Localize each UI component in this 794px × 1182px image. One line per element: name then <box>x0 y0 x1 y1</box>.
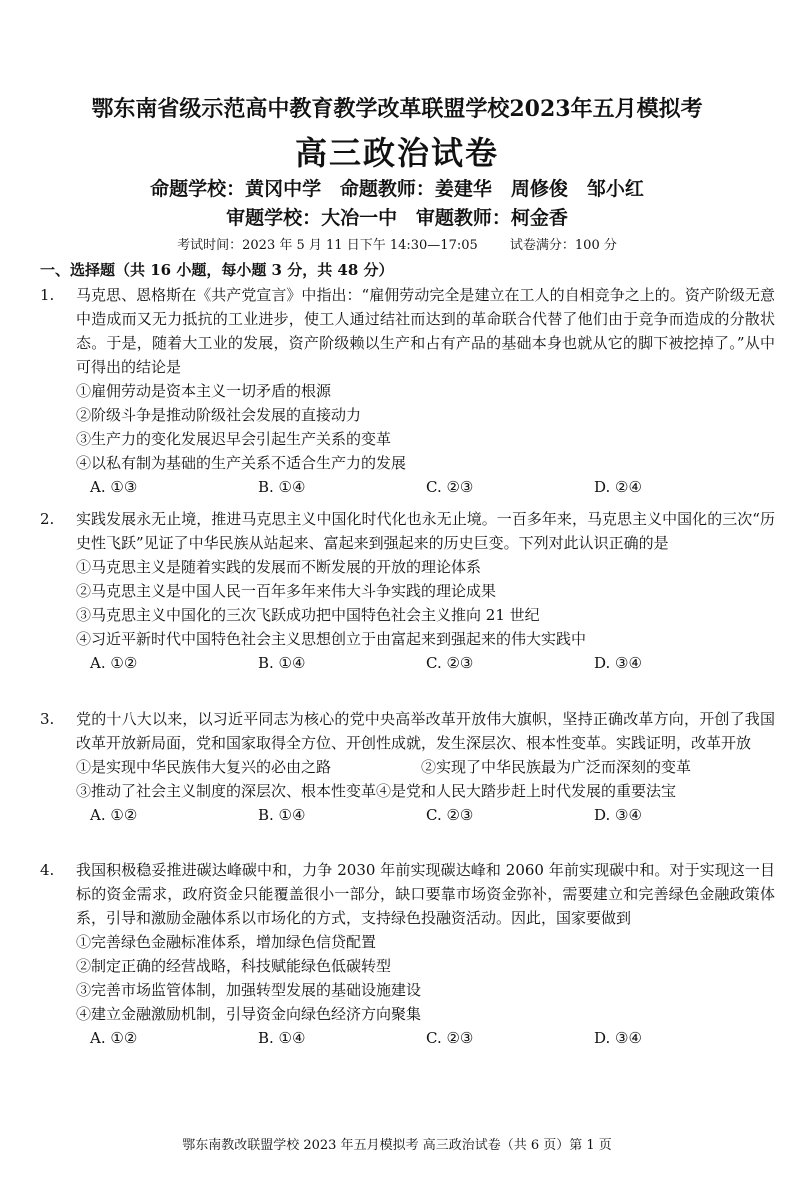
option-b: B. ①④ <box>258 806 306 824</box>
reviewer-line <box>0 203 794 230</box>
answer-options <box>90 803 775 827</box>
question-stem: 我国积极稳妥推进碳达峰碳中和，力争 2030 年前实现碳达峰和 2060 年前实现碳中和。对于实现这一目标的资金需求，政府资金只能覆盖很小一部分，缺口要靠市场资金弥补，需要建立和完善绿色金融政策体系，引导和激励金融体系以市场化的方式，支持绿色投融资活动。因此，国家要做到 <box>76 861 775 927</box>
answer-options <box>90 651 775 675</box>
exam-title: 鄂东南省级示范高中教育教学改革联盟学校2023年五月模拟考 <box>91 96 703 122</box>
option-b: B. ①④ <box>258 1029 306 1047</box>
exam-subtitle: 高三政治试卷 <box>294 134 499 172</box>
option-a: A. ①② <box>90 654 138 672</box>
option-b: B. ①④ <box>258 478 306 496</box>
statement-3: ③完善市场监管体制，加强转型发展的基础设施建设 <box>76 981 422 999</box>
statement-2: ②制定正确的经营战略，科技赋能绿色低碳转型 <box>76 957 392 975</box>
reviewer-teacher: 审题教师：柯金香 <box>415 207 568 229</box>
statement-4: ④建立金融激励机制，引导资金向绿色经济方向聚集 <box>76 1005 422 1023</box>
question-number: 4. <box>40 861 55 879</box>
statement-1: ①雇佣劳动是资本主义一切矛盾的根源 <box>76 382 332 400</box>
exam-info <box>0 234 794 253</box>
statement-3: ③推动了社会主义制度的深层次、根本性变革 <box>76 782 377 800</box>
option-d: D. ③④ <box>594 806 642 824</box>
statement-1: ①马克思主义是随着实践的发展而不断发展的开放的理论体系 <box>76 558 482 576</box>
question-number: 3. <box>40 710 55 728</box>
option-a: A. ①② <box>90 1029 138 1047</box>
question-1 <box>40 283 775 499</box>
option-b: B. ①④ <box>258 654 306 672</box>
question-number: 2. <box>40 510 55 528</box>
reviewer-school: 审题学校：大冶一中 <box>226 207 398 229</box>
statement-2: ②马克思主义是中国人民一百年多年来伟大斗争实践的理论成果 <box>76 582 497 600</box>
statement-row-2 <box>76 779 775 803</box>
option-c: C. ②③ <box>426 806 474 824</box>
exam-time: 考试时间：2023 年 5 月 11 日下午 14:30—17:05 <box>177 238 478 253</box>
option-d: D. ②④ <box>594 478 642 496</box>
option-c: C. ②③ <box>426 1029 474 1047</box>
option-a: A. ①③ <box>90 478 138 496</box>
page-footer: 鄂东南教改联盟学校 2023 年五月模拟考 高三政治试卷（共 6 页）第 1 页 <box>182 1138 612 1153</box>
proposer-teachers: 命题教师：姜建华 周修俊 邹小红 <box>339 178 644 200</box>
question-stem: 党的十八大以来，以习近平同志为核心的党中央高举改革开放伟大旗帜，坚持正确改革方向，开创了我国改革开放新局面，党和国家取得全方位、开创性成就，发生深层次、根本性变革。实践证明，改革开放 <box>76 710 775 752</box>
option-d: D. ③④ <box>594 654 642 672</box>
answer-options <box>90 475 775 499</box>
statement-row-1 <box>76 755 775 779</box>
statement-2: ②阶级斗争是推动阶级社会发展的直接动力 <box>76 406 362 424</box>
option-d: D. ③④ <box>594 1029 642 1047</box>
question-stem: 实践发展永无止境，推进马克思主义中国化时代化也永无止境。一百多年来，马克思主义中国化的三次“历史性飞跃”见证了中华民族从站起来、富起来到强起来的历史巨变。下列对此认识正确的是 <box>76 510 775 552</box>
statement-4: ④以私有制为基础的生产关系不适合生产力的发展 <box>76 454 407 472</box>
statement-3: ③马克思主义中国化的三次飞跃成功把中国特色社会主义推向 21 世纪 <box>76 606 540 624</box>
statement-4: ④是党和人民大踏步赶上时代发展的重要法宝 <box>376 782 677 800</box>
statement-3: ③生产力的变化发展迟早会引起生产关系的变革 <box>76 430 392 448</box>
question-2 <box>40 507 775 675</box>
statement-1: ①完善绿色金融标准体系，增加绿色信贷配置 <box>76 933 377 951</box>
statement-1: ①是实现中华民族伟大复兴的必由之路 <box>76 758 332 776</box>
section-title: 一、选择题（共 16 小题，每小题 3 分，共 48 分） <box>40 261 394 279</box>
full-score: 试卷满分：100 分 <box>509 238 617 253</box>
question-number: 1. <box>40 286 55 304</box>
question-4 <box>40 858 775 1050</box>
question-stem: 马克思、恩格斯在《共产党宣言》中指出：“雇佣劳动完全是建立在工人的自相竞争之上的。资产阶级无意中造成而又无力抵抗的工业进步，使工人通过结社而达到的革命联合代替了他们由于竞争而造成的分散状态。于是，随着大工业的发展，资产阶级赖以生产和占有产品的基础本身也就从它的脚下被挖掉了。”从中可得出的结论是 <box>76 286 775 376</box>
option-c: C. ②③ <box>426 478 474 496</box>
answer-options <box>90 1026 775 1050</box>
statement-2: ②实现了中华民族最为广泛而深刻的变革 <box>421 758 692 776</box>
question-3 <box>40 707 775 827</box>
proposer-school: 命题学校：黄冈中学 <box>150 178 322 200</box>
statement-4: ④习近平新时代中国特色社会主义思想创立于由富起来到强起来的伟大实践中 <box>76 630 587 648</box>
option-c: C. ②③ <box>426 654 474 672</box>
proposer-line <box>0 174 794 201</box>
option-a: A. ①② <box>90 806 138 824</box>
